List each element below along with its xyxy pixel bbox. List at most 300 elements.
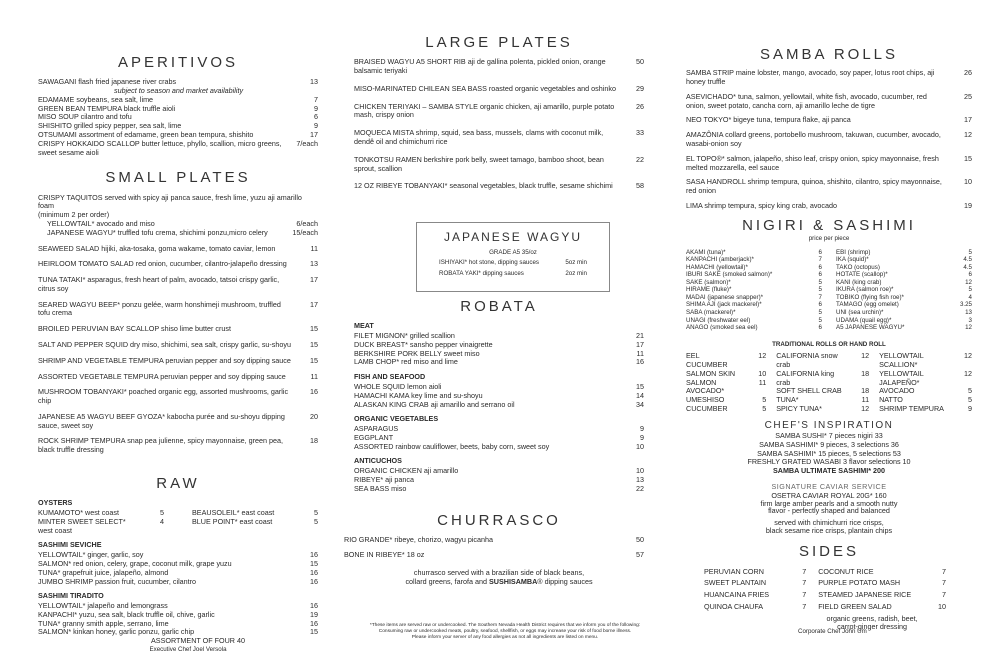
menu-item-text [686, 294, 798, 302]
seviche-label: SASHIMI SEVICHE [38, 540, 102, 550]
menu-item-text [686, 249, 798, 257]
item-price: 5 [762, 403, 767, 413]
item-desc: grilled scallion [409, 331, 455, 341]
item-name: SHISHITO [38, 121, 72, 131]
menu-item-text [686, 93, 948, 111]
item-price: 10 [964, 177, 972, 187]
item-price: 21 [636, 331, 644, 341]
menu-item-text [354, 103, 620, 121]
item-name: YELLOWTAIL SCALLION* [879, 351, 924, 370]
menu-item [836, 294, 972, 302]
item-desc: shrimp tempura, spicy king crab, avocado [704, 200, 838, 210]
item-price: 16 [310, 387, 318, 397]
item-price: 9 [314, 121, 318, 131]
item-name: RIO GRANDE* [344, 534, 393, 544]
executive-chef: Executive Chef Joel Versola [149, 646, 227, 654]
menu-item-text [818, 568, 922, 577]
item-name: SHIMA AJI (jack mackerel)* [686, 301, 762, 309]
menu-item [686, 256, 822, 264]
item-name: KUMAMOTO* [38, 508, 83, 518]
item-desc: aji panca [385, 475, 414, 485]
item-desc: salmon, jalapeño, shiso leaf, crispy onion, spicy mayonnaise, fresh melted mozzarella, eel sauce [686, 153, 939, 172]
menu-item [354, 182, 644, 191]
item-name: EL TOPO®* [686, 153, 725, 163]
item-price: 4 [968, 293, 972, 301]
caviar-title: SIGNATURE CAVIAR SERVICE [771, 481, 887, 491]
item-price: 12 [965, 278, 972, 286]
item-name: NATTO [879, 395, 903, 405]
menu-item [836, 279, 972, 287]
menu-item [38, 325, 318, 334]
item-name: SASA HANDROLL [686, 177, 746, 187]
item-name: SEARED WAGYU BEEF* [38, 299, 121, 309]
item-name: EEL CUCUMBER [686, 351, 728, 370]
churrasco-list [344, 536, 644, 560]
item-name: SHRIMP TEMPURA [879, 403, 944, 413]
robata-title: ROBATA [460, 298, 538, 315]
menu-item-text [776, 405, 845, 414]
item-name: ROBATA YAKI* [439, 269, 481, 277]
menu-item-text [836, 324, 948, 332]
note-part: ® dipping sauces [537, 577, 593, 587]
item-desc: dipping sauces [482, 269, 524, 277]
menu-item [836, 324, 972, 332]
item-name: JAPANESE WAGYU* [47, 227, 116, 237]
menu-item [704, 579, 806, 588]
item-name: HOTATE (scallop)* [836, 271, 888, 279]
right-column [686, 0, 972, 635]
item-price: 50 [636, 534, 644, 544]
wagyu-title: JAPANESE WAGYU [443, 230, 583, 244]
item-desc: kabocha purée and su-shoyu dipping sauce, sweet soy [38, 411, 285, 430]
item-name: UNI (sea urchin)* [836, 309, 884, 317]
item-price: 29 [636, 83, 644, 93]
menu-item [836, 271, 972, 279]
menu-item-text [38, 325, 294, 334]
menu-item [776, 370, 869, 388]
item-price: 2oz min [565, 269, 587, 277]
item-price: 19 [964, 200, 972, 210]
menu-item-text [354, 129, 620, 147]
menu-item-text [38, 413, 294, 431]
menu-item-text [354, 85, 620, 94]
chefs-list [686, 432, 972, 467]
item-price: 5 [818, 278, 822, 286]
menu-item [354, 58, 644, 76]
item-name: TUNA* [776, 395, 799, 405]
item-price: 11 [636, 348, 644, 358]
menu-item [879, 352, 972, 370]
item-price: 6/each [296, 218, 318, 228]
churrasco-title: CHURRASCO [437, 511, 561, 529]
item-desc: butter lettuce, phyllo, scallion, micro greens, sweet sesame aioli [38, 138, 282, 157]
item-price: 12 [964, 368, 972, 378]
menu-item [686, 379, 766, 397]
item-price: 6 [818, 324, 822, 332]
item-desc: grapefruit juice, jalapeño, almond [62, 567, 169, 577]
menu-item [686, 309, 822, 317]
item-desc: shrimp, squid, sea bass, mussels, clams with coconut milk, dendê oil and chimichurri rice [354, 128, 604, 146]
item-price: 5oz min [565, 259, 587, 267]
item-price: 7 [802, 590, 807, 600]
item-name: ISHIYAKI* [439, 259, 468, 267]
item-name: BEAUSOLEIL* [192, 508, 240, 518]
taquitos-note: (minimum 2 per order) [38, 210, 110, 220]
samba-rolls-list [686, 69, 972, 210]
menu-item-text [836, 271, 948, 279]
menu-item [836, 309, 972, 317]
menu-item [686, 116, 972, 125]
menu-item-text [344, 536, 620, 545]
item-price: 15 [310, 627, 318, 637]
item-name: COCONUT RICE [818, 566, 874, 576]
item-desc: rainbow cauliflower, beets, baby corn, sweet soy [395, 441, 550, 451]
item-name: TONKOTSU RAMEN [354, 154, 422, 164]
item-price: 17 [310, 275, 318, 285]
item-desc: ribeye, chorizo, wagyu picanha [394, 534, 494, 544]
item-desc: aji de gallina polenta, pickled onion, orange balsamic teriyaki [354, 57, 606, 76]
item-name: TAMAGO (egg omelet) [836, 301, 899, 309]
traditional-table [686, 352, 972, 413]
left-column [38, 0, 318, 654]
item-price: 18 [861, 368, 870, 378]
item-price: 12 [964, 130, 972, 140]
menu-item-text [439, 270, 563, 278]
item-price: 15 [310, 324, 318, 334]
item-name: CUCUMBER [686, 403, 728, 413]
item-name: ASEVICHADO* [686, 91, 736, 101]
chefs-line: SAMBA SASHIMI* 9 pieces, 3 selections 36 [759, 439, 899, 449]
menu-item [38, 341, 318, 350]
item-name: CRISPY HOKKAIDO SCALLOP [38, 138, 140, 148]
item-price: 6 [818, 248, 822, 256]
chefs-line: SAMBA SASHIMI* 15 pieces, 5 selections 53 [757, 448, 901, 458]
tiradito-list [38, 602, 318, 637]
chefs-title: CHEF'S INSPIRATION [764, 419, 894, 431]
item-price: 5 [968, 386, 972, 396]
menu-item-text [836, 317, 948, 325]
item-price: 5 [314, 516, 318, 526]
item-price: 15 [964, 153, 972, 163]
salad-desc2: carrot-ginger dressing [837, 622, 908, 632]
nigiri-left [686, 249, 822, 332]
menu-item-text [836, 279, 948, 287]
menu-item [354, 401, 644, 410]
menu-item-text [818, 603, 922, 612]
item-desc: 18 oz [406, 549, 425, 559]
menu-item [776, 405, 869, 414]
item-name: STEAMED JAPANESE RICE [818, 590, 912, 600]
sides-table [686, 568, 972, 633]
menu-item [354, 85, 644, 94]
item-desc: east coast [239, 516, 273, 526]
sides-right-col [818, 568, 946, 633]
churrasco-note-line2 [354, 578, 644, 587]
item-price: 4.5 [963, 256, 972, 264]
menu-item [439, 270, 587, 278]
item-name: ORGANIC CHICKEN [354, 466, 422, 476]
item-name: IKA (squid)* [836, 256, 869, 264]
menu-item-text [879, 352, 948, 370]
menu-item-text [836, 286, 948, 294]
menu-item [38, 276, 318, 294]
item-desc: peruvian pepper and soy dipping sauce [160, 371, 286, 381]
menu-item-text [686, 317, 798, 325]
item-price: 3 [968, 316, 972, 324]
item-price: 16 [636, 357, 644, 367]
menu-item [38, 578, 318, 587]
item-desc: passion fruit, cucumber, cilantro [94, 576, 197, 586]
chefs-line: SAMBA SUSHI* 7 pieces nigiri 33 [775, 430, 883, 440]
item-desc: tuna, salmon, yellowtail, white fish, avocado, cucumber, red onion, sweet potato, cancha corn, aji amarillo leche de tigre [686, 91, 927, 110]
item-desc: east coast [241, 508, 275, 518]
item-name: KANI (king crab) [836, 278, 882, 286]
item-name: HIRAME (fluke)* [686, 286, 732, 294]
menu-item-text [686, 131, 948, 149]
item-price: 16 [310, 567, 318, 577]
item-price: 6 [314, 112, 318, 122]
item-price: 18 [310, 436, 318, 446]
menu-item [38, 260, 318, 269]
middle-column [354, 0, 644, 200]
menu-item-text [354, 443, 620, 452]
caviar-line4: served with chimichurri rice crisps, [774, 518, 884, 528]
menu-item-text [354, 182, 620, 191]
item-name: ASSORTED VEGETABLE TEMPURA [38, 371, 159, 381]
item-name: JUMBO SHRIMP [38, 576, 93, 586]
disclaimer-line3: Please inform your server of any food allergies as not all ingredients are listed on menu. [411, 635, 599, 641]
traditional-col1 [686, 352, 766, 413]
menu-item-text [686, 279, 798, 287]
menu-item-text [354, 425, 620, 434]
item-price: 13 [965, 309, 972, 317]
item-price: 12 [964, 351, 972, 361]
item-name: AKAMI (tuna)* [686, 248, 726, 256]
item-price: 5 [314, 508, 318, 518]
item-name: CRISPY TAQUITOS [38, 192, 103, 202]
item-name: 12 OZ RIBEYE TOBANYAKI* [354, 181, 448, 191]
item-desc: flash fried japanese river crabs [78, 77, 177, 87]
sides-right [818, 568, 946, 612]
item-name: A5 JAPANESE WAGYU* [836, 324, 905, 332]
item-name: KANPACHI* [38, 609, 78, 619]
item-name: SALMON* [38, 627, 72, 637]
traditional-title: TRADITIONAL ROLLS OR HAND ROLL [772, 340, 886, 348]
menu-item [686, 324, 822, 332]
item-name: HEIRLOOM TOMATO SALAD [38, 259, 134, 269]
item-price: 10 [758, 368, 767, 378]
menu-item [686, 131, 972, 149]
menu-item [686, 352, 766, 370]
menu-item [354, 443, 644, 452]
item-price: 5 [968, 248, 972, 256]
item-name: KANPACHI (amberjack)* [686, 256, 754, 264]
item-name: ANAGO (smoked sea eel) [686, 324, 758, 332]
item-price: 7 [802, 578, 807, 588]
large-plates-list [354, 58, 644, 191]
menu-item-text [354, 58, 620, 76]
menu-item-text [836, 309, 948, 317]
menu-item [836, 256, 972, 264]
item-price: 7 [818, 293, 822, 301]
item-price: 16 [310, 601, 318, 611]
item-desc: key lime and su-shoyu [411, 390, 483, 400]
menu-item-text [38, 140, 294, 158]
item-name: TAKO (octopus) [836, 263, 880, 271]
item-desc: dry miso, shichimi, sea salt, crispy garlic, su-shoyu [130, 340, 291, 349]
menu-item [38, 413, 318, 431]
item-name: GREEN BEAN TEMPURA [38, 103, 122, 113]
item-desc: yuzu, sea salt, black truffle oil, chive, garlic [79, 609, 215, 619]
item-desc: berkshire pork belly, sweet tamago, bamboo shoot, bean sprout, scallion [354, 154, 604, 173]
item-desc: miso [391, 483, 407, 493]
caviar-block [686, 492, 972, 536]
samba-rolls-title: SAMBA ROLLS [759, 46, 899, 63]
raw-title: RAW [156, 475, 200, 493]
menu-item-text [686, 352, 742, 370]
item-price: 22 [636, 483, 644, 493]
item-desc: lemon aioli [407, 381, 442, 391]
item-price: 10 [938, 601, 946, 611]
item-desc: bigeye tuna, tempura flake, aji panca [733, 115, 851, 125]
item-name: AVOCADO [879, 386, 915, 396]
menu-item-text [704, 568, 782, 577]
item-name: ASPARAGUS [354, 424, 399, 434]
item-price: 34 [636, 399, 644, 409]
robata-group-label: MEAT [354, 321, 374, 331]
taquitos-block [38, 194, 318, 238]
robata-group-label: FISH AND SEAFOOD [354, 372, 426, 382]
item-desc: poached organic egg, assorted mushrooms, garlic chip [38, 387, 289, 406]
menu-item [686, 249, 822, 257]
item-name: DUCK BREAST* [354, 339, 408, 349]
menu-item [686, 271, 822, 279]
item-name: BLUE POINT* [192, 516, 238, 526]
sides-title: SIDES [798, 543, 859, 561]
menu-item-text [776, 370, 845, 388]
disclaimer [340, 623, 670, 642]
small-plates-list [38, 245, 318, 456]
oysters-label: OYSTERS [38, 498, 73, 508]
item-desc: soybeans, sea salt, lime [76, 94, 154, 104]
item-name: FILET MIGNON* [354, 331, 408, 341]
item-name: ASSORTED [354, 441, 394, 451]
item-desc: aji amarillo and serrano oil [430, 399, 515, 409]
menu-item-text [38, 373, 294, 382]
item-name: TUNA* [38, 567, 61, 577]
wagyu-list [439, 259, 587, 277]
item-desc: red miso and lime [401, 357, 458, 367]
menu-item [686, 317, 822, 325]
item-desc: organic chicken, aji amarillo, purple potato mash, crispy onion [354, 101, 615, 120]
item-name: HAMACHI (yellowtail)* [686, 263, 748, 271]
menu-item-text [704, 579, 782, 588]
menu-item-text [354, 156, 620, 174]
item-name: BRAISED WAGYU A5 SHORT RIB [354, 57, 466, 67]
menu-item [354, 425, 644, 434]
item-price: 5 [968, 395, 972, 405]
item-name: EBI (shrimp) [836, 248, 871, 256]
menu-item [776, 352, 869, 370]
item-name: SEA BASS [354, 483, 390, 493]
item-desc: shiso lime butter crust [161, 324, 231, 334]
item-name: MOQUECA MISTA [354, 128, 414, 138]
menu-item [836, 264, 972, 272]
item-price: 57 [636, 549, 644, 559]
menu-item-text [38, 357, 294, 366]
item-desc: snap pea julienne, spicy mayonnaise, green pea, black truffle dressing [38, 436, 284, 455]
menu-item-text [818, 591, 922, 600]
menu-item [439, 259, 587, 267]
item-desc: maine lobster, mango, avocado, soy paper, lotus root chips, aji honey truffle [686, 68, 935, 87]
item-name: SAKE (salmon)* [686, 278, 731, 286]
item-name: AMAZÔNIA [686, 130, 724, 140]
menu-item [836, 301, 972, 309]
item-price: 7 [818, 256, 822, 264]
item-name: UMESHISO [686, 395, 725, 405]
robata-group-label: ANTICUCHOS [354, 456, 402, 466]
item-name: TUNA TATAKI* [38, 275, 86, 285]
item-name: CALIFORNIA king crab [776, 368, 835, 387]
menu-item [879, 370, 972, 388]
item-price: 26 [636, 101, 644, 111]
item-desc: shrimp tempura, quinoa, shishito, cilantro, spicy mayonnaise, red onion [686, 177, 942, 196]
menu-item [686, 286, 822, 294]
item-name: ROCK SHRIMP TEMPURA [38, 436, 126, 446]
item-price: 7 [942, 566, 946, 576]
item-price: 6 [818, 271, 822, 279]
menu-item [38, 518, 164, 536]
item-desc: red onion, celery, grape, coconut milk, grape yuzu [73, 559, 232, 569]
corporate-chef: Corporate Chef John Um [798, 628, 867, 635]
menu-item-text [686, 301, 798, 309]
item-desc: hot stone, dipping sauces [468, 259, 540, 267]
item-desc: west coast [38, 525, 72, 535]
menu-item-text [439, 259, 563, 267]
menu-item-text [818, 579, 922, 588]
menu-item [879, 405, 972, 414]
item-price: 4 [160, 516, 164, 526]
item-desc: avocado and miso [96, 218, 155, 228]
menu-item-text [686, 116, 948, 125]
item-name: MISO-MARINATED CHILEAN SEA BASS [354, 83, 487, 93]
item-name: SWEET PLANTAIN [704, 578, 767, 588]
item-name: RIBEYE* [354, 475, 384, 485]
caviar-line5: black sesame rice crisps, plantain chips [765, 526, 893, 536]
item-name: CHICKEN TERIYAKI – SAMBA STYLE [354, 101, 478, 111]
item-price: 7 [314, 94, 318, 104]
taquito-options [38, 220, 318, 238]
menu-item [686, 294, 822, 302]
menu-item-text [686, 379, 742, 397]
item-name: SHRIMP AND VEGETABLE TEMPURA [38, 355, 164, 365]
item-price: 50 [636, 57, 644, 67]
disclaimer-line1: *These items are served raw or undercooked. The Southern Nevada Health District requires that we inform you of the following: [369, 623, 641, 628]
item-price: 9 [640, 432, 644, 442]
item-price: 9 [314, 103, 318, 113]
assortment: ASSORTMENT OF FOUR 40 [151, 636, 245, 646]
menu-item-text [686, 155, 948, 173]
item-name: UDAMA (quail egg)* [836, 316, 892, 324]
large-plates-title: LARGE PLATES [425, 34, 573, 51]
item-note: subject to season and market availability [114, 86, 244, 96]
nigiri-title: NIGIRI & SASHIMI [742, 216, 916, 234]
menu-item [836, 249, 972, 257]
item-price: 13 [310, 77, 318, 87]
item-desc: collard greens, portobello mushroom, takuwan, cucumber, avocado, wasabi-onion soy [686, 130, 941, 148]
item-name: CALIFORNIA snow crab [776, 351, 838, 370]
item-price: 15 [636, 381, 644, 391]
